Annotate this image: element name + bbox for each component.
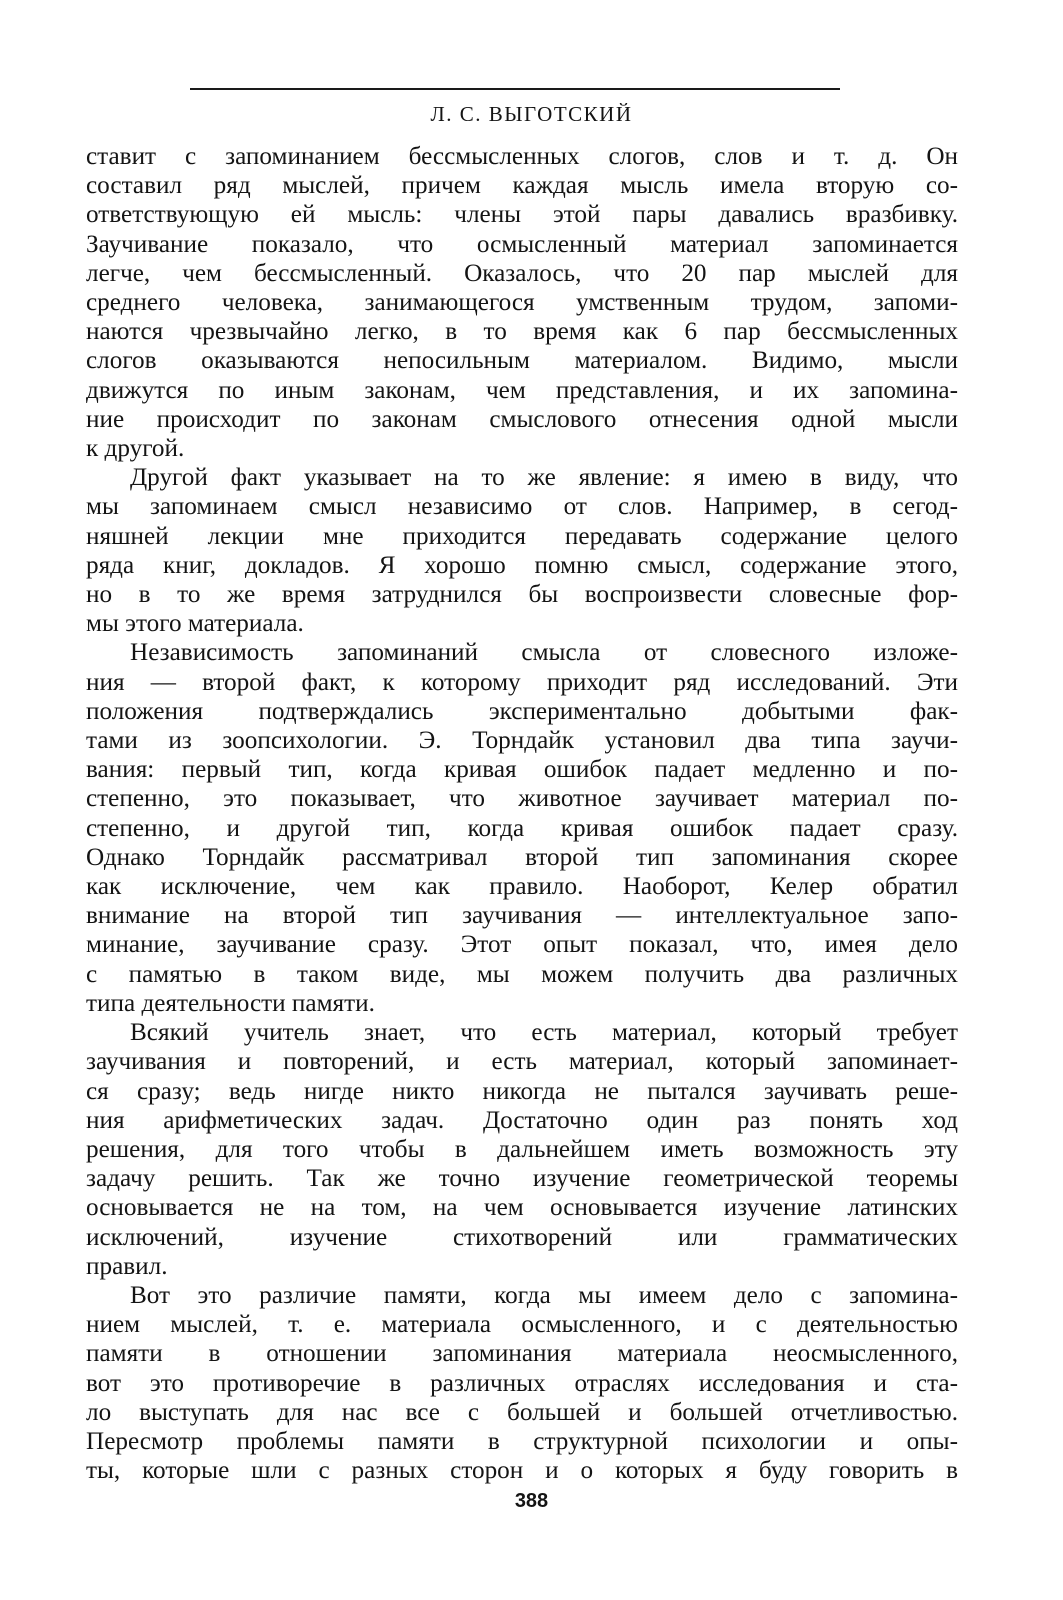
text-line: ответствующую ей мысль: члены этой пары давались вразбивку. [86, 201, 958, 229]
paragraph [86, 142, 958, 463]
text-line: ся сразу; ведь нигде никто никогда не пытался заучивать реше- [86, 1077, 958, 1105]
paragraph [86, 463, 958, 638]
text-line: среднего человека, занимающегося умственным трудом, запоми- [86, 289, 958, 317]
text-line: ния арифметических задач. Достаточно один раз понять ход [86, 1106, 958, 1134]
page-number: 388 [514, 1490, 549, 1512]
paragraph [86, 1281, 958, 1485]
header-rule [190, 88, 840, 90]
text-line: положения подтверждались экспериментально добытыми фак- [86, 697, 958, 725]
text-line: минание, заучивание сразу. Этот опыт показал, что, имея дело [86, 931, 958, 959]
text-line: составил ряд мыслей, причем каждая мысль имела вторую со- [86, 172, 958, 200]
text-line: заучивания и повторений, и есть материал, который запоминает- [86, 1048, 958, 1076]
text-line: Всякий учитель знает, что есть материал, который требует [130, 1019, 958, 1047]
text-line: степенно, и другой тип, когда кривая ошибок падает сразу. [86, 814, 958, 842]
text-line: типа деятельности памяти. [86, 989, 375, 1017]
text-line: с памятью в таком виде, мы можем получить два различных [86, 960, 958, 988]
text-line: вания: первый тип, когда кривая ошибок падает медленно и по- [86, 756, 958, 784]
text-line: ставит с запоминанием бессмысленных слогов, слов и т. д. Он [86, 143, 958, 170]
text-line: наются чрезвычайно легко, в то время как 6 пар бессмысленных [86, 318, 958, 346]
text-line: ряда книг, докладов. Я хорошо помню смысл, содержание этого, [86, 551, 958, 579]
text-line: няшней лекции мне приходится передавать содержание целого [86, 522, 958, 550]
text-line: решения, для того чтобы в дальнейшем иметь возможность эту [86, 1135, 958, 1163]
text-line: ние происходит по законам смыслового отнесения одной мысли [86, 405, 958, 433]
text-line: Заучивание показало, что осмысленный материал запоминается [86, 230, 958, 258]
text-line: Однако Торндайк рассматривал второй тип запоминания скорее [86, 843, 958, 871]
text-line: легче, чем бессмысленный. Оказалось, что 20 пар мыслей для [86, 259, 958, 287]
text-line: вот это противоречие в различных отраслях исследования и ста- [86, 1369, 958, 1397]
body-text [86, 142, 958, 1485]
text-line: ты, которые шли с разных сторон и о которых я буду говорить в [86, 1457, 958, 1485]
text-line: мы этого материала. [86, 610, 304, 638]
text-line: но в то же время затруднился бы воспроизвести словесные фор- [86, 581, 958, 609]
text-line: как исключение, чем как правило. Наоборот, Келер обратил [86, 873, 958, 901]
text-line: правил. [86, 1252, 168, 1280]
text-line: Другой факт указывает на то же явление: я имею в виду, что [130, 464, 958, 492]
text-line: внимание на второй тип заучивания — интеллектуальное запо- [86, 902, 958, 930]
text-line: памяти в отношении запоминания материала неосмысленного, [86, 1340, 958, 1368]
text-line: слогов оказываются непосильным материалом. Видимо, мысли [86, 347, 958, 375]
text-line: Независимость запоминаний смысла от словесного изложе- [130, 639, 958, 667]
text-line: мы запоминаем смысл независимо от слов. Например, в сегод- [86, 493, 958, 521]
text-line: нием мыслей, т. е. материала осмысленного, и с деятельностью [86, 1311, 958, 1339]
text-line: ло выступать для нас все с большей и большей отчетливостью. [86, 1398, 958, 1426]
text-line: Вот это различие памяти, когда мы имеем дело с запомина- [130, 1281, 958, 1309]
text-line: тами из зоопсихологии. Э. Торндайк установил два типа заучи- [86, 727, 958, 755]
paragraph [86, 1018, 958, 1281]
text-line: исключений, изучение стихотворений или грамматических [86, 1223, 958, 1251]
text-line: к другой. [86, 435, 185, 463]
text-line: задачу решить. Так же точно изучение геометрической теоремы [86, 1165, 958, 1193]
running-head: Л. С. ВЫГОТСКИЙ [430, 102, 633, 126]
text-line: Пересмотр проблемы памяти в структурной психологии и опы- [86, 1427, 958, 1455]
text-line: движутся по иным законам, чем представления, и их запомина- [86, 376, 958, 404]
paragraph [86, 638, 958, 1018]
text-line: степенно, это показывает, что животное заучивает материал по- [86, 785, 958, 813]
text-line: основывается не на том, на чем основывается изучение латинских [86, 1194, 958, 1222]
text-line: ния — второй факт, к которому приходит ряд исследований. Эти [86, 668, 958, 696]
